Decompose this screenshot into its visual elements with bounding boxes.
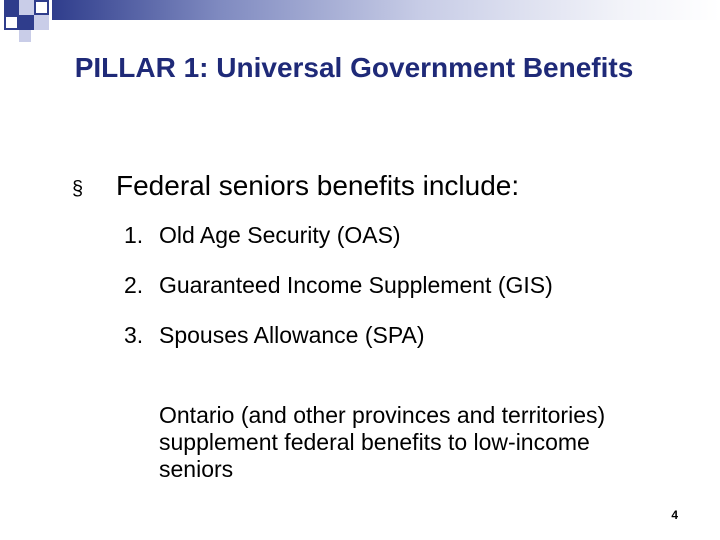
decoration-square — [19, 30, 31, 42]
list-item-text: Spouses Allowance (SPA) — [159, 322, 425, 348]
slide-title: PILLAR 1: Universal Government Benefits — [74, 52, 634, 83]
list-item-text: Old Age Security (OAS) — [159, 222, 401, 248]
header-decoration — [0, 0, 720, 42]
note-text: Ontario (and other provinces and territories) supplement federal benefits to low-income seniors — [159, 402, 606, 482]
decoration-square — [4, 15, 19, 30]
list-item-number: 2. — [124, 272, 144, 298]
header-gradient-bar — [52, 0, 720, 20]
list-item — [124, 272, 664, 298]
page-number: 4 — [671, 508, 678, 522]
decoration-square — [19, 0, 34, 15]
list-item — [124, 222, 664, 248]
bullet-text: Federal seniors benefits include: — [116, 170, 520, 201]
list-item-text: Guaranteed Income Supplement (GIS) — [159, 272, 553, 298]
decoration-square — [19, 15, 34, 30]
decoration-square — [4, 0, 19, 15]
square-bullet-icon: § — [72, 178, 84, 200]
list-item-number: 1. — [124, 222, 144, 248]
list-item — [124, 322, 664, 348]
decoration-square — [34, 15, 49, 30]
decoration-square — [34, 0, 49, 15]
numbered-list — [124, 222, 664, 372]
bullet-point — [72, 170, 519, 202]
list-item-number: 3. — [124, 322, 144, 348]
